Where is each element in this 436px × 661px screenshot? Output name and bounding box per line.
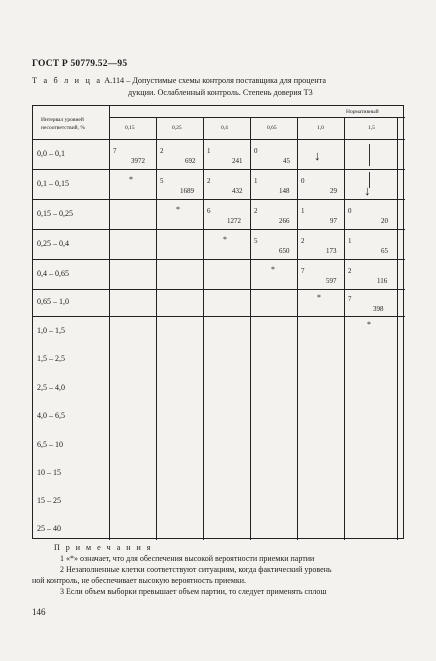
row-rule — [33, 199, 405, 200]
caption-word: Т а б л и ц а — [32, 76, 103, 85]
note-3: 3 Если объем выборки превышает объем партии, то следует применять сплош — [60, 587, 327, 596]
row-label: 0,1 – 0,15 — [37, 179, 69, 188]
caption-line-2: дукции. Ослабленный контроль. Степень доверия Т3 — [128, 88, 313, 97]
star-marker: * — [367, 320, 371, 329]
arrow-down-icon: ↓ — [314, 148, 321, 163]
row-label: 2,5 – 4,0 — [37, 383, 65, 392]
column-header: 0,25 — [172, 125, 182, 131]
column-rule — [250, 117, 251, 540]
row-label: 0,4 – 0,65 — [37, 269, 69, 278]
row-label: 6,5 – 10 — [37, 440, 63, 449]
sample-size: 432 — [232, 187, 243, 195]
row-rule — [33, 229, 405, 230]
acceptance-number: 7 — [348, 295, 352, 303]
standard-number: ГОСТ Р 50779.52—95 — [32, 59, 128, 69]
sample-size: 650 — [279, 247, 290, 255]
column-rule — [156, 117, 157, 540]
acceptance-number: 1 — [301, 207, 305, 215]
sample-size: 3972 — [131, 157, 145, 165]
acceptance-number: 7 — [301, 267, 305, 275]
acceptance-number: 2 — [348, 267, 352, 275]
star-marker: * — [176, 205, 180, 214]
page-number: 146 — [32, 607, 46, 617]
sample-size: 1689 — [180, 187, 194, 195]
row-rule — [33, 316, 405, 317]
notes-block — [32, 542, 404, 597]
note-2: 2 Незаполненные клетки соответствуют ситуациям, когда фактический уровень — [60, 565, 332, 574]
sample-size: 241 — [232, 157, 243, 165]
star-marker: * — [223, 235, 227, 244]
star-marker: * — [317, 293, 321, 302]
sample-size: 173 — [326, 247, 337, 255]
acceptance-number: 0 — [254, 147, 258, 155]
acceptance-number: 1 — [207, 147, 211, 155]
sample-size: 597 — [326, 277, 337, 285]
sample-size: 148 — [279, 187, 290, 195]
column-rule — [109, 106, 110, 540]
acceptance-number: 1 — [348, 237, 352, 245]
row-label: 1,0 – 1,5 — [37, 326, 65, 335]
sample-size: 29 — [330, 187, 337, 195]
interval-header: Интервал уровней несоответствий, % — [41, 117, 85, 131]
acceptance-number: 7 — [113, 147, 117, 155]
arrow-down-icon: ↓ — [364, 183, 371, 198]
row-rule — [33, 289, 405, 290]
caption-line-1: А.114 – Допустимые схемы контроля поставщика для процента — [104, 76, 326, 85]
acceptance-number: 0 — [348, 207, 352, 215]
sample-size: 116 — [377, 277, 388, 285]
column-rule — [397, 117, 398, 540]
continuation-line — [369, 144, 370, 166]
sampling-table — [32, 105, 404, 539]
row-rule — [33, 259, 405, 260]
column-rule — [297, 117, 298, 540]
column-rule — [344, 117, 345, 540]
sample-size: 20 — [381, 217, 388, 225]
acceptance-number: 2 — [254, 207, 258, 215]
table-caption — [32, 75, 402, 99]
column-header: 0,65 — [267, 125, 277, 131]
acceptance-number: 2 — [207, 177, 211, 185]
star-marker: * — [129, 175, 133, 184]
row-label: 25 – 40 — [37, 524, 61, 533]
column-header: 0,15 — [125, 125, 135, 131]
row-label: 0,25 – 0,4 — [37, 239, 69, 248]
sample-size: 97 — [330, 217, 337, 225]
row-label: 10 – 15 — [37, 468, 61, 477]
acceptance-number: 2 — [160, 147, 164, 155]
sample-size: 65 — [381, 247, 388, 255]
row-label: 0,0 – 0,1 — [37, 149, 65, 158]
row-label: 0,15 – 0,25 — [37, 209, 73, 218]
row-label: 15 – 25 — [37, 496, 61, 505]
acceptance-number: 1 — [254, 177, 258, 185]
acceptance-number: 0 — [301, 177, 305, 185]
column-header: 1,5 — [368, 125, 375, 131]
row-label: 0,65 – 1,0 — [37, 297, 69, 306]
sample-size: 692 — [185, 157, 196, 165]
acceptance-number: 5 — [254, 237, 258, 245]
star-marker: * — [271, 265, 275, 274]
notes-title: П р и м е ч а н и я — [54, 543, 153, 552]
acceptance-number: 6 — [207, 207, 211, 215]
header-bottom-rule — [33, 139, 405, 140]
note-2-continued: ной контроль, не обеспечивает высокую вероятность приемки. — [32, 576, 247, 585]
column-header: 0,4 — [221, 125, 228, 131]
sample-size: 45 — [283, 157, 290, 165]
row-label: 4,0 – 6,5 — [37, 411, 65, 420]
sample-size: 266 — [279, 217, 290, 225]
row-label: 1,5 – 2,5 — [37, 354, 65, 363]
column-rule — [203, 117, 204, 540]
acceptance-number: 2 — [301, 237, 305, 245]
note-1: 1 «*» означает, что для обеспечения высокой вероятности приемки партии — [60, 554, 315, 563]
sample-size: 398 — [373, 305, 384, 313]
sample-size: 1272 — [227, 217, 241, 225]
column-header: 1,0 — [317, 125, 324, 131]
acceptance-number: 5 — [160, 177, 164, 185]
row-rule — [33, 169, 405, 170]
header-rule — [109, 117, 405, 118]
normative-header: Нормативный — [346, 109, 379, 115]
